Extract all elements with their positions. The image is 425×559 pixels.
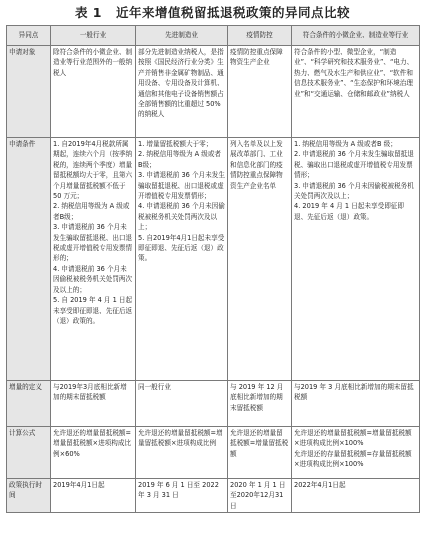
cell-text: 4. 申请退税前 36 个月未因偷税被税务机关处罚两次及以上； (138, 202, 225, 232)
cell-text: 3. 申请退税前 36 个月未因偷税被税务机关处罚两次及以上； (294, 181, 414, 201)
header-row (7, 26, 420, 46)
table-cell (136, 479, 228, 513)
cell-text: 与2019 年 3 月底相比新增加的期末留抵税额 (294, 383, 414, 402)
cell-text: 2. 申请退税前 36 个月未发生骗取留抵退税、骗取出口退税或虚开增值税专用发票情形； (294, 150, 414, 180)
table-cell (228, 138, 292, 381)
cell-text: 4. 申请退税前 36 个月未因偷税被税务机关处罚两次及以上的； (53, 264, 133, 294)
table-cell (292, 479, 420, 513)
cell-text: 1. 自2019年4月税款所属期起，连续六个月（按季纳税的，连续两个季度）增量留抵税额均大于零，且第六个月增量留抵税额不低于 50 万元； (53, 140, 133, 201)
cell-text: 1. 增量留抵税额大于零； (138, 140, 213, 148)
table-cell (136, 381, 228, 427)
table-cell (51, 427, 136, 479)
cell-text: 2. 纳税信用等级为 A 级或者B级； (53, 202, 130, 221)
table-cell (136, 427, 228, 479)
cell-text: 允许退还的增量留抵税额=增量留抵税额 (230, 429, 289, 458)
table-row (7, 479, 420, 513)
cell-text: 与 2019 年 12 月底相比新增加的期末留抵税额 (230, 383, 284, 412)
header-cell: 一般行业 (51, 26, 136, 46)
cell-text: 疫情防控重点保障物资生产企业 (230, 48, 283, 67)
table-title (0, 0, 425, 24)
table-cell (228, 427, 292, 479)
cell-text: 允许退还的增量留抵税额=增量留抵税额×进项构成比例×60% (53, 429, 132, 458)
cell-text: 允许退还的增量留抵税额=增量留抵税额×进项构成比例 (138, 429, 223, 448)
table-row (7, 427, 420, 479)
row-header: 申请对象 (7, 46, 51, 138)
cell-text: 2019年4月1日起 (53, 481, 105, 489)
row-header: 计算公式 (7, 427, 51, 479)
cell-text: 列入名单及以上发展改革部门、工业和信息化部门的疫情防控重点保障物资生产企业名单 (230, 140, 283, 190)
table-row (7, 138, 420, 381)
row-header: 政策执行时间 (7, 479, 51, 513)
table-cell (51, 46, 136, 138)
cell-text: 允许退还的增量留抵税额=增量留抵税额×进项构成比例×100% (294, 429, 412, 448)
header-cell: 符合条件的小微企业、制造业等行业 (292, 26, 420, 46)
table-number: 表 1 (74, 5, 103, 20)
cell-text: 与2019年3月底相比新增加的期末留抵税额 (53, 383, 127, 402)
table-cell (228, 479, 292, 513)
cell-text: 1. 纳税信用等级为 A 级或者B 级； (294, 140, 397, 148)
cell-text: 2020 年 1 月 1 日至2020年12月31日 (230, 481, 286, 510)
cell-text: 2022年4月1日起 (294, 481, 346, 489)
header-cell: 疫情防控 (228, 26, 292, 46)
cell-text: 同一般行业 (138, 383, 171, 391)
cell-text: 5. 自2019年4月1日起未享受即征即退、先征后返（退）政策。 (138, 233, 225, 263)
table-row (7, 46, 420, 138)
row-header: 申请条件 (7, 138, 51, 381)
table-cell (51, 479, 136, 513)
cell-text: 除符合条件的小微企业、制造业等行业范围外的一般纳税人 (53, 48, 133, 77)
table-cell (228, 46, 292, 138)
table-cell (136, 46, 228, 138)
cell-text: 3. 申请退税前 36 个月未发生骗取留抵退税、出口退税或虚开增值税专用发票情形； (138, 171, 225, 201)
table-cell (292, 427, 420, 479)
table-cell (228, 381, 292, 427)
table-row (7, 381, 420, 427)
cell-text: 3. 申请退税前 36 个月未发生骗取留抵退税、出口退税或虚开增值税专用发票情形的； (53, 223, 133, 263)
table-cell (51, 381, 136, 427)
cell-text: 2019 年 6 月 1 日至 2022 年 3 月 31 日 (138, 481, 219, 500)
header-cell: 先进制造业 (136, 26, 228, 46)
cell-text: 5. 自 2019 年 4 月 1 日起未享受即征即退、先征后返（退）政策的。 (53, 296, 133, 325)
cell-text: 2. 纳税信用等级为 A 级或者B级； (138, 150, 222, 169)
comparison-table (6, 25, 420, 513)
table-cell (51, 138, 136, 381)
cell-text: 符合条件的小型、微型企业，“制造业”、“科学研究和技术服务业”、“电力、热力、燃气及水生产和供应业”、“软件和信息技术服务业”、“生态保护和环境治理业”和“交通运输、仓储和邮政业”纳税人 (294, 48, 414, 98)
table-cell (292, 138, 420, 381)
table-cell (292, 46, 420, 138)
table-title-text: 近年来增值税留抵退税政策的异同点比较 (116, 5, 351, 20)
cell-text: 部分先进制造业纳税人，是指按照《国民经济行业分类》生产并销售非金属矿物制品、通用设备、专用设备及计算机、通信和其他电子设备销售额占全部销售额的比重超过 50%的纳税人 (138, 48, 224, 119)
table-cell (292, 381, 420, 427)
cell-text: 4. 2019 年 4 月 1 日起未享受即征即退、先征后返（退）政策。 (294, 202, 404, 221)
row-header: 增量的定义 (7, 381, 51, 427)
table-cell (136, 138, 228, 381)
cell-text: 允许退还的存量留抵税额=存量留抵税额×进项构成比例×100% (294, 449, 412, 469)
header-cell: 异同点 (7, 26, 51, 46)
